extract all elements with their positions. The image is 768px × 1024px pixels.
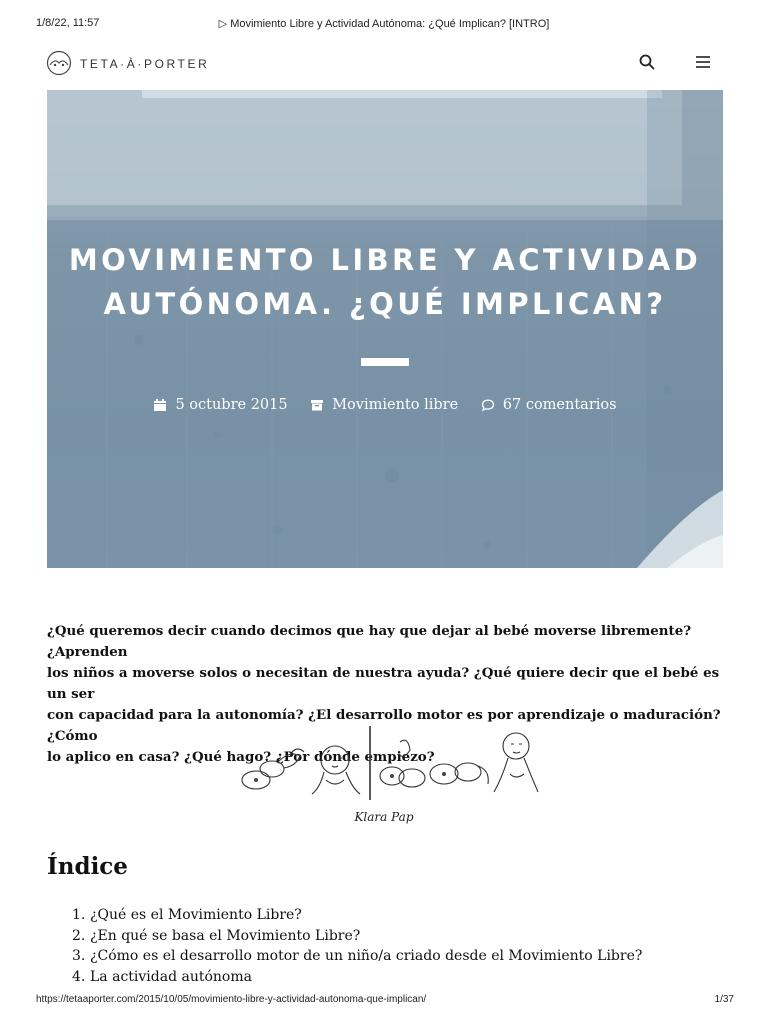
baby-development-illustration (232, 722, 542, 808)
article-title-line-2: AUTÓNOMA. ¿QUÉ IMPLICAN? (103, 287, 667, 321)
intro-line-2: los niños a moverse solos o necesitan de nuestra ayuda? ¿Qué quiere decir que el bebé es un ser (47, 665, 720, 702)
toc-link[interactable]: ¿Qué es el Movimiento Libre? (90, 907, 302, 923)
intro-line-3: con capacidad para la autonomía? ¿El desarrollo motor es por aprendizaje o maduración? ¿Cómo (47, 707, 721, 744)
title-divider (361, 358, 409, 366)
index-heading: Índice (47, 853, 128, 880)
breast-logo-icon[interactable] (46, 50, 72, 76)
intro-line-1: ¿Qué queremos decir cuando decimos que hay que dejar al bebé moverse libremente? ¿Aprenden (47, 623, 692, 660)
print-header (0, 0, 768, 40)
print-page-title: ▷ Movimiento Libre y Actividad Autónoma: ¿Qué Implican? [INTRO] (218, 18, 550, 30)
toc-item[interactable] (72, 967, 642, 988)
post-category-link[interactable] (310, 397, 458, 413)
toc-number: 3. (72, 948, 86, 964)
figure-caption: Klara Pap (354, 810, 414, 824)
post-date-text: 5 octubre 2015 (175, 397, 288, 413)
folder-icon (310, 398, 324, 412)
toc-item[interactable] (72, 905, 642, 926)
post-category-text: Movimiento libre (332, 397, 459, 413)
site-header (0, 40, 768, 90)
toc-link[interactable]: La actividad autónoma (90, 968, 252, 985)
print-date: 1/8/22, 11:57 (36, 17, 100, 29)
toc-number: 2. (72, 927, 86, 944)
toc-item[interactable] (72, 946, 642, 967)
article-title-line-1: MOVIMIENTO LIBRE Y ACTIVIDAD (68, 243, 702, 277)
post-comments-text: 67 comentarios (502, 397, 617, 413)
intro-line-4: lo aplico en casa? ¿Qué hago? ¿Por dónde empiezo? (47, 749, 435, 765)
article-title (47, 238, 723, 326)
comment-icon (481, 398, 495, 412)
article-meta (47, 397, 723, 416)
toc-number: 1. (72, 907, 86, 923)
hamburger-menu-icon[interactable] (694, 53, 712, 71)
site-logo-text[interactable]: TETA·À·PORTER (80, 57, 210, 71)
toc-link[interactable]: ¿En qué se basa el Movimiento Libre? (90, 927, 361, 944)
print-footer (0, 990, 768, 1024)
print-url: https://tetaaporter.com/2015/10/05/movimiento-libre-y-actividad-autonoma-que-implican/ (36, 994, 427, 1005)
post-comments-link[interactable] (481, 397, 617, 413)
post-date[interactable] (153, 397, 287, 413)
toc-number: 4. (72, 968, 86, 985)
table-of-contents (72, 905, 642, 987)
hero-background-image (47, 90, 723, 568)
calendar-icon (153, 398, 167, 412)
hero-banner (47, 90, 723, 568)
toc-item[interactable] (72, 926, 642, 947)
print-page-number: 1/37 (714, 994, 734, 1005)
toc-link[interactable]: ¿Cómo es el desarrollo motor de un niño/a criado desde el Movimiento Libre? (90, 948, 643, 964)
search-icon[interactable] (638, 53, 656, 71)
